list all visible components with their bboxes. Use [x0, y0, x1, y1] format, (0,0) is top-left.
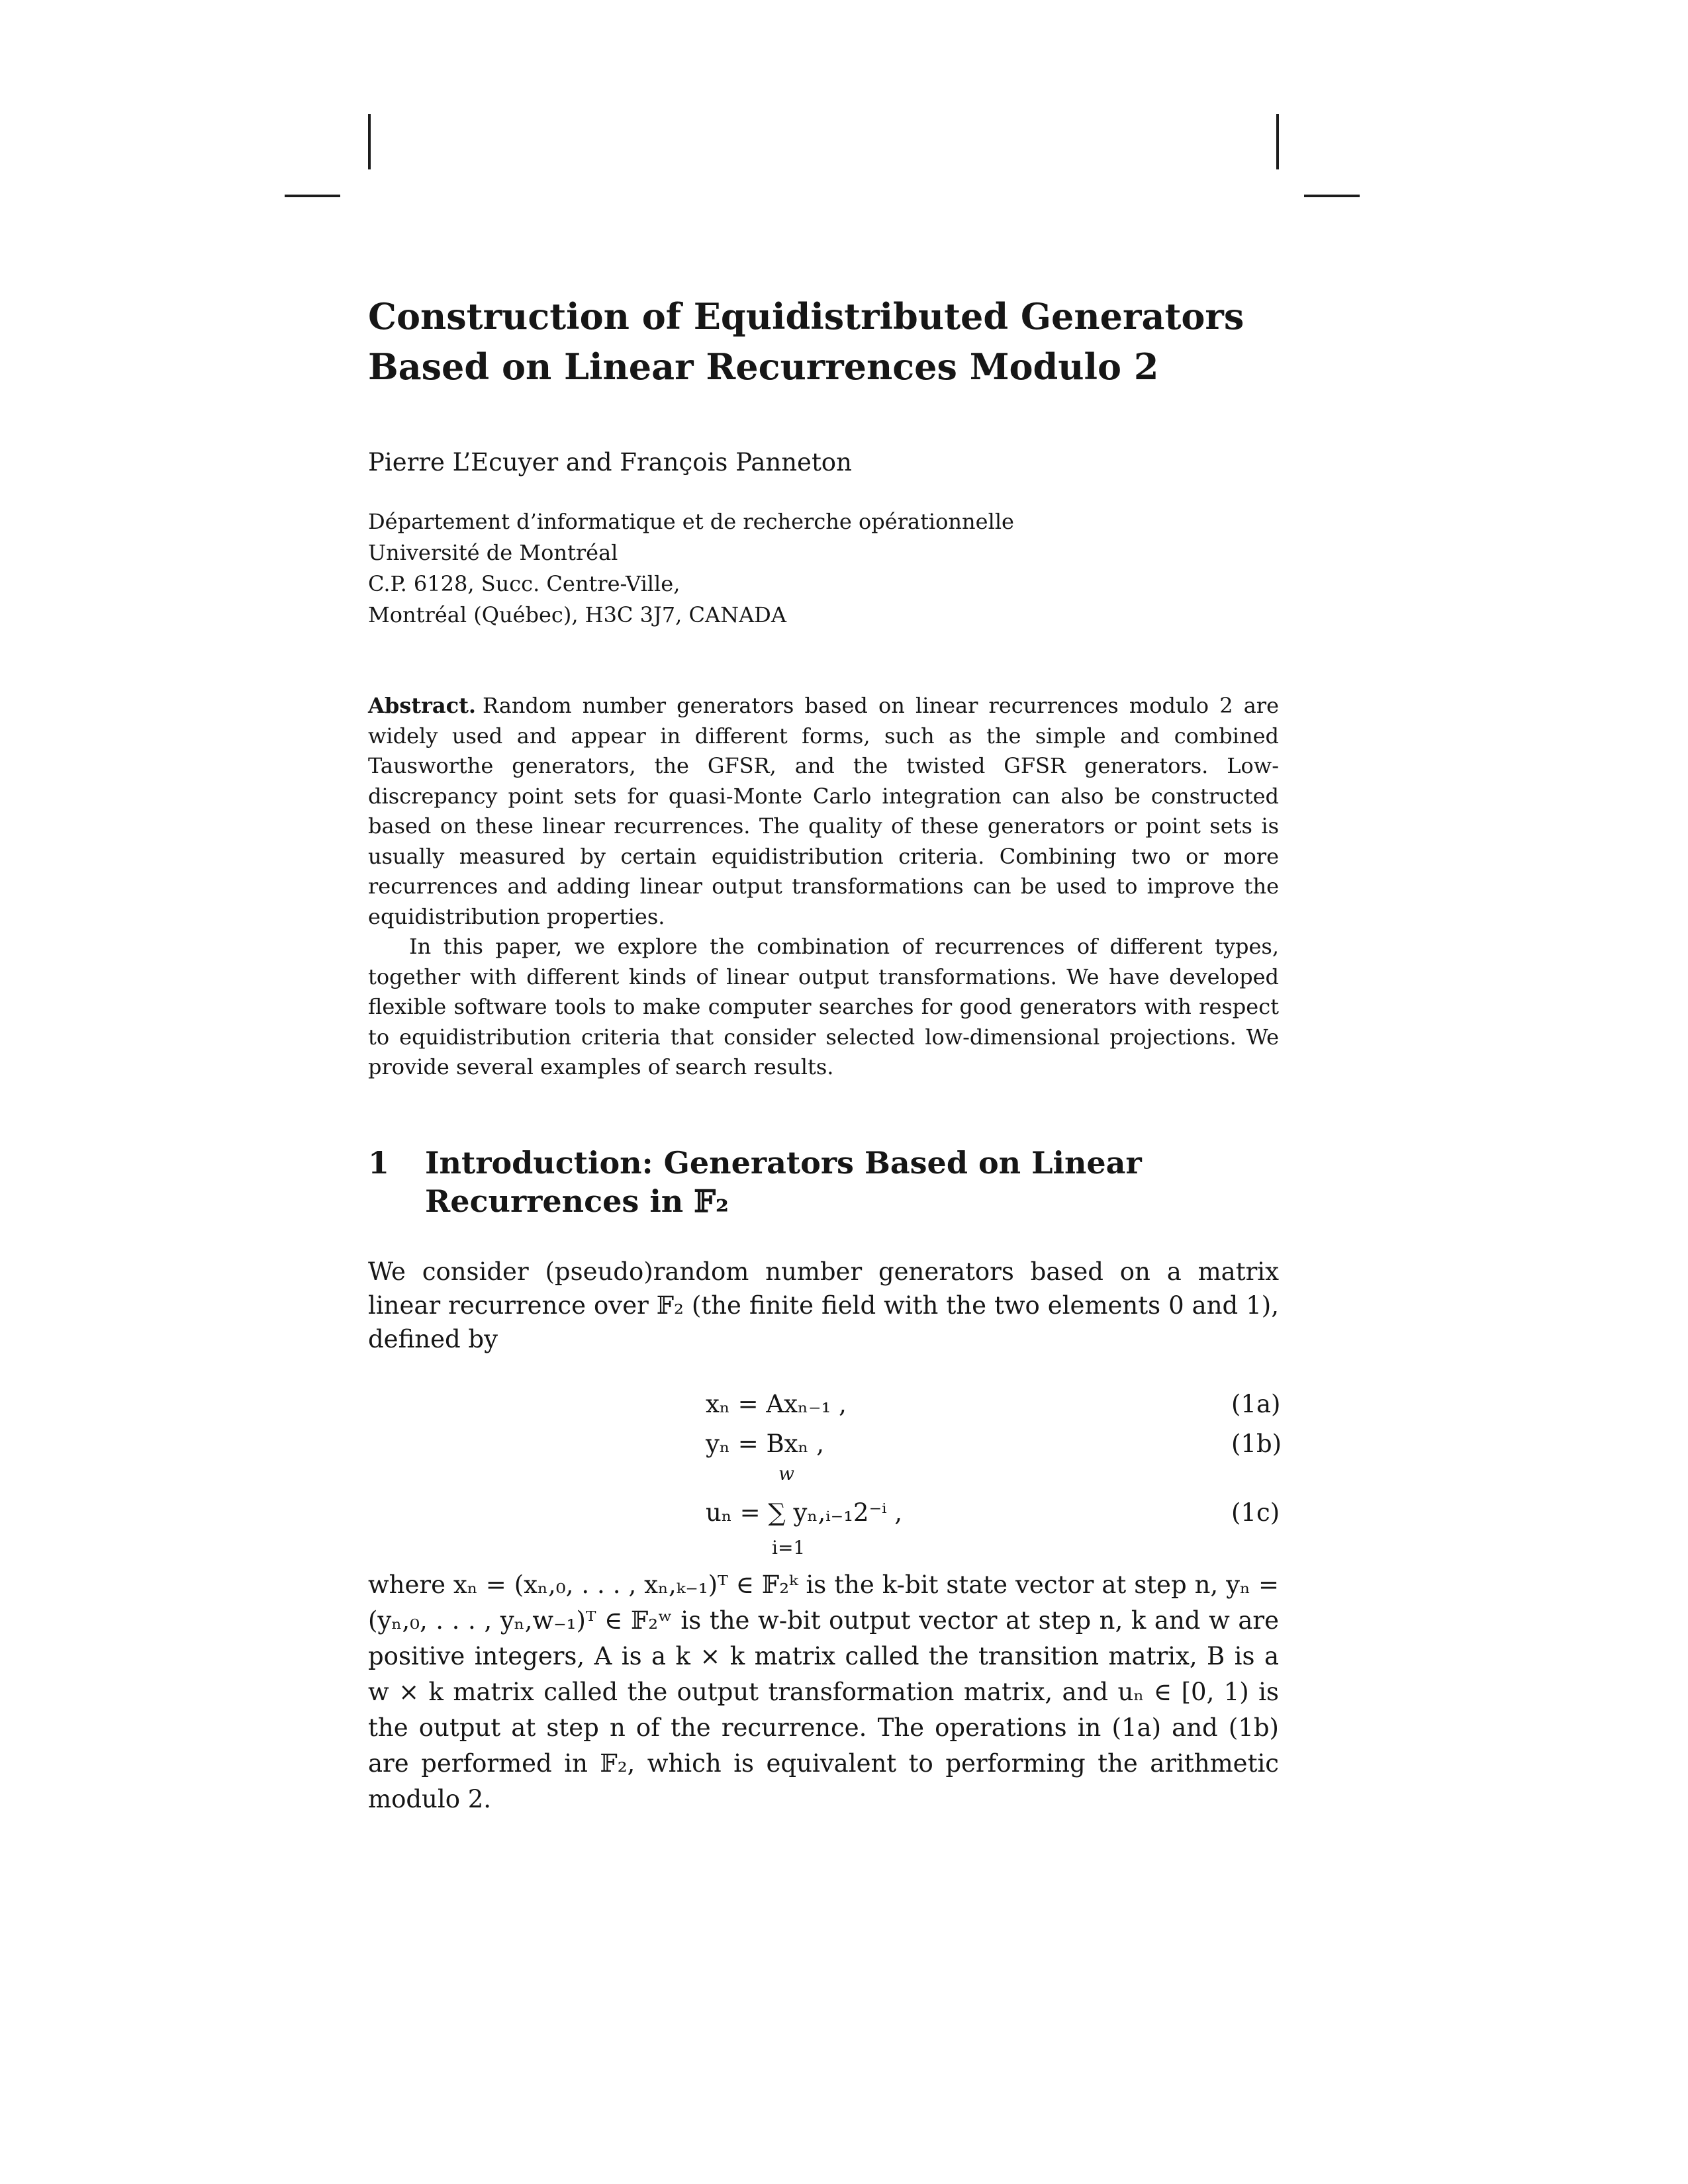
abstract-label: Abstract. [368, 693, 476, 718]
crop-mark-top-left [368, 114, 371, 169]
section-title-line-2: Recurrences in 𝔽₂ [425, 1183, 729, 1219]
affiliation-line: C.P. 6128, Succ. Centre-Ville, [368, 571, 680, 596]
equation-label: (1c) [1231, 1498, 1280, 1527]
abstract-paragraph-2: In this paper, we explore the combination of recurrences of different types, together with different kinds of linear output transformations. We have developed flexible software tools to make computer searches for good generators with respect to equidistribution criteria that consider selected low-dimensional projections. We provide several examples of search results. [368, 934, 1279, 1079]
abstract [368, 691, 1279, 1083]
body-text: where xₙ = (xₙ,₀, . . . , xₙ,ₖ₋₁)ᵀ ∈ 𝔽₂ᵏ is the k-bit state vector at step n, yₙ = (yₙ,₀, . . . , yₙ,w₋₁)ᵀ ∈ 𝔽₂ʷ is the w-bit output vector at step n, k and w are positive integers, A is a k × k matrix called the transition matrix, B is a w × k matrix called the output transformation matrix, and uₙ ∈ [0, 1) is the output at step n of the recurrence. The operations in (1a) and (1b) are performed in 𝔽₂, which is equivalent to performing the arithmetic modulo 2. [368, 1570, 1279, 1813]
section-title [425, 1144, 1142, 1220]
affiliation-line: Département d’informatique et de recherche opérationnelle [368, 509, 1014, 534]
equation-rhs: = Axₙ₋₁ , [737, 1390, 847, 1418]
intro-text: We consider (pseudo)random number generators based on a matrix linear recurrence over 𝔽₂ (the finite field with the two elements 0 and 1), defined by [368, 1257, 1279, 1353]
section-title-line-1: Introduction: Generators Based on Linear [425, 1145, 1142, 1181]
crop-mark-left [285, 195, 340, 197]
equation-lhs: xₙ [706, 1390, 730, 1418]
section-number: 1 [368, 1145, 390, 1181]
affiliation [368, 506, 1279, 631]
equation-rhs: = ∑ yₙ,ᵢ₋₁2⁻ⁱ , [739, 1498, 903, 1527]
abstract-paragraph-1 [368, 691, 1279, 932]
equation-label: (1a) [1231, 1390, 1281, 1418]
equation-lhs: uₙ [706, 1498, 732, 1527]
affiliation-line: Université de Montréal [368, 540, 618, 565]
title-line-1: Construction of Equidistributed Generators [368, 295, 1244, 338]
section-heading [368, 1144, 1279, 1220]
title-line-2: Based on Linear Recurrences Modulo 2 [368, 345, 1159, 388]
body-paragraph [368, 1567, 1279, 1817]
affiliation-line: Montréal (Québec), H3C 3J7, CANADA [368, 602, 786, 627]
equation-label: (1b) [1231, 1430, 1282, 1458]
sum-upper-limit: w [778, 1463, 794, 1484]
intro-paragraph [368, 1255, 1279, 1356]
crop-mark-top-right [1276, 114, 1279, 169]
crop-mark-right [1304, 195, 1360, 197]
equation-lhs: yₙ [706, 1430, 730, 1458]
authors: Pierre L’Ecuyer and François Panneton [368, 448, 852, 477]
paper-title [368, 291, 1279, 392]
sum-lower-limit: i=1 [772, 1537, 806, 1559]
equation-rhs: = Bxₙ , [737, 1430, 825, 1458]
abstract-text-1: Random number generators based on linear recurrences modulo 2 are widely used and appear in different forms, such as the simple and combined Tausworthe generators, the GFSR, and the twisted GFSR generators. Low-discrepancy point sets for quasi-Monte Carlo integration can also be constructed based on these linear recurrences. The quality of these generators or point sets is usually measured by certain equidistribution criteria. Combining two or more recurrences and adding linear output transformations can be used to improve the equidistribution properties. [368, 693, 1279, 929]
